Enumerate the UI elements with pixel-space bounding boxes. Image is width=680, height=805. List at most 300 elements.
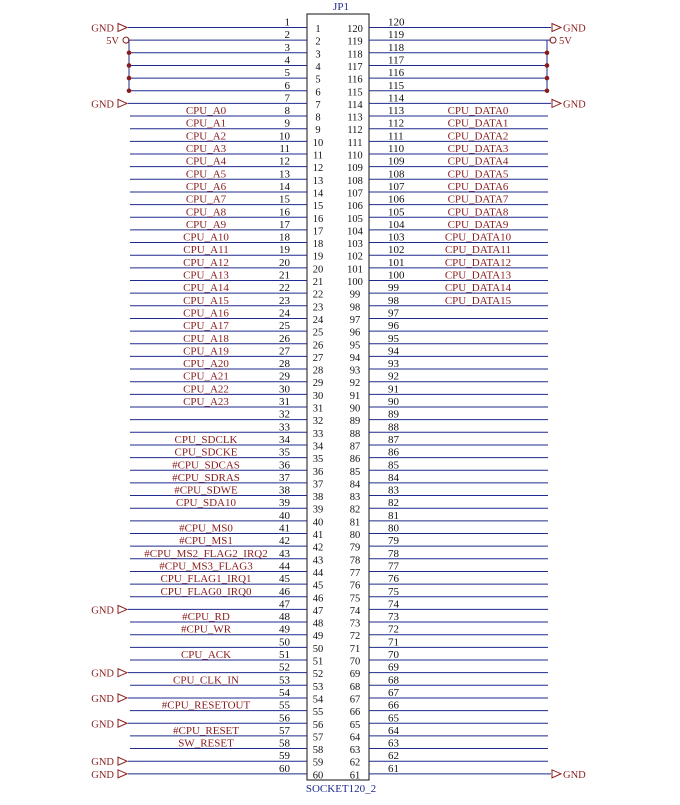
left-net-label: CPU_A6 bbox=[185, 180, 227, 193]
inner-right-number: 72 bbox=[349, 631, 361, 643]
inner-right-number: 108 bbox=[347, 175, 363, 187]
right-pin-number: 99 bbox=[388, 282, 399, 295]
right-net-label: CPU_DATA9 bbox=[447, 218, 509, 231]
junction-dot bbox=[127, 76, 132, 81]
inner-right-number: 88 bbox=[349, 428, 361, 440]
left-pin-number: 60 bbox=[279, 762, 290, 775]
left-net-label: CPU_A14 bbox=[183, 282, 229, 295]
inner-left-number: 3 bbox=[315, 49, 321, 61]
left-pin-number: 59 bbox=[279, 750, 290, 763]
inner-left-number: 48 bbox=[312, 618, 324, 630]
left-net-label: CPU_A20 bbox=[183, 358, 229, 371]
gnd-label: GND bbox=[563, 769, 586, 781]
left-pin-number: 12 bbox=[279, 155, 290, 168]
inner-right-number: 119 bbox=[347, 36, 363, 48]
left-net-label: #CPU_WR bbox=[180, 623, 232, 636]
right-net-label: CPU_DATA7 bbox=[447, 193, 509, 206]
left-net-label: CPU_A12 bbox=[183, 256, 229, 269]
right-net-label: CPU_DATA12 bbox=[444, 256, 512, 269]
right-pin-number: 62 bbox=[388, 750, 399, 763]
inner-left-number: 45 bbox=[312, 580, 324, 592]
inner-left-number: 59 bbox=[312, 757, 324, 769]
gnd-icon bbox=[118, 770, 127, 778]
inner-right-number: 83 bbox=[349, 492, 361, 504]
right-net-label: CPU_DATA2 bbox=[447, 130, 509, 143]
inner-right-number: 113 bbox=[347, 112, 363, 124]
right-pin-number: 119 bbox=[388, 29, 405, 42]
junction-dot bbox=[127, 88, 132, 93]
left-net-label: #CPU_SDCAS bbox=[172, 459, 240, 472]
inner-right-number: 110 bbox=[347, 150, 363, 162]
left-pin-number: 4 bbox=[284, 54, 290, 67]
inner-right-number: 65 bbox=[349, 719, 361, 731]
left-pin-number: 25 bbox=[279, 320, 290, 333]
left-pin-number: 36 bbox=[279, 459, 290, 472]
left-pin-number: 24 bbox=[279, 307, 290, 320]
right-pin-number: 85 bbox=[388, 459, 399, 472]
right-pin-number: 63 bbox=[388, 737, 399, 750]
gnd-label: GND bbox=[563, 23, 586, 35]
right-pin-number: 111 bbox=[388, 130, 404, 143]
left-pin-number: 58 bbox=[279, 737, 290, 750]
inner-right-number: 79 bbox=[349, 542, 361, 554]
left-net-label: CPU_A0 bbox=[185, 105, 227, 118]
right-pin-number: 93 bbox=[388, 358, 399, 371]
left-pin-number: 5 bbox=[284, 67, 290, 80]
inner-right-number: 118 bbox=[347, 49, 363, 61]
inner-right-number: 81 bbox=[349, 517, 361, 529]
inner-right-number: 96 bbox=[349, 327, 361, 339]
left-pin-number: 6 bbox=[284, 79, 290, 92]
gnd-label: GND bbox=[91, 757, 114, 769]
left-pin-number: 45 bbox=[279, 573, 290, 586]
left-pin-number: 20 bbox=[279, 256, 290, 269]
left-pin-number: 46 bbox=[279, 585, 290, 598]
left-pin-number: 39 bbox=[279, 497, 290, 510]
inner-right-number: 99 bbox=[349, 289, 361, 301]
inner-right-number: 67 bbox=[349, 694, 361, 706]
gnd-icon bbox=[118, 757, 127, 765]
left-pin-number: 9 bbox=[284, 117, 290, 130]
inner-left-number: 25 bbox=[312, 327, 324, 339]
right-pin-number: 73 bbox=[388, 611, 399, 624]
left-net-label: #CPU_MS3_FLAG3 bbox=[159, 560, 253, 573]
gnd-icon bbox=[552, 770, 561, 778]
inner-left-number: 8 bbox=[315, 112, 321, 124]
inner-left-number: 30 bbox=[312, 390, 324, 402]
left-net-label: #CPU_SDRAS bbox=[172, 471, 240, 484]
junction-dot bbox=[545, 63, 550, 68]
right-pin-number: 116 bbox=[388, 67, 405, 80]
right-net-label: CPU_DATA4 bbox=[447, 155, 509, 168]
left-pin-number: 57 bbox=[279, 724, 290, 737]
right-pin-number: 78 bbox=[388, 547, 399, 560]
left-pin-number: 51 bbox=[279, 649, 290, 661]
right-pin-number: 91 bbox=[388, 383, 399, 396]
left-net-label: CPU_A19 bbox=[183, 345, 229, 358]
inner-right-number: 78 bbox=[349, 555, 361, 567]
left-net-label: CPU_FLAG0_IRQ0 bbox=[160, 585, 252, 598]
gnd-label: GND bbox=[91, 99, 114, 111]
left-pin-number: 1 bbox=[284, 16, 290, 29]
inner-left-number: 19 bbox=[312, 251, 324, 263]
left-net-label: CPU_A5 bbox=[185, 168, 227, 181]
left-pin-number: 8 bbox=[284, 105, 290, 118]
right-pin-number: 79 bbox=[388, 535, 399, 548]
gnd-label: GND bbox=[91, 23, 114, 35]
right-pin-number: 76 bbox=[388, 573, 399, 586]
left-net-label: #CPU_MS2_FLAG2_IRQ2 bbox=[144, 547, 268, 560]
right-pin-number: 95 bbox=[388, 332, 399, 345]
left-net-label: CPU_A21 bbox=[183, 370, 229, 383]
inner-right-number: 91 bbox=[349, 390, 361, 402]
inner-left-number: 17 bbox=[312, 226, 324, 238]
right-pin-number: 120 bbox=[388, 16, 405, 29]
inner-right-number: 109 bbox=[347, 163, 363, 175]
right-pin-number: 66 bbox=[388, 699, 399, 712]
right-pin-number: 107 bbox=[388, 180, 405, 193]
right-net-label: CPU_DATA13 bbox=[444, 269, 512, 282]
left-pin-number: 34 bbox=[279, 433, 290, 446]
right-net-label: CPU_DATA10 bbox=[444, 231, 512, 244]
left-pin-number: 15 bbox=[279, 193, 290, 206]
inner-left-number: 49 bbox=[312, 631, 324, 643]
left-net-label: #CPU_RESETOUT bbox=[161, 699, 251, 712]
inner-left-number: 58 bbox=[312, 745, 324, 757]
left-pin-number: 48 bbox=[279, 611, 290, 624]
left-net-label: CPU_A13 bbox=[183, 269, 229, 282]
left-pin-number: 35 bbox=[279, 446, 290, 459]
left-net-label: CPU_A4 bbox=[185, 155, 227, 168]
left-net-label: CPU_A9 bbox=[185, 218, 227, 231]
right-pin-number: 108 bbox=[388, 168, 405, 181]
gnd-label: GND bbox=[91, 693, 114, 705]
inner-right-number: 69 bbox=[349, 669, 361, 681]
inner-left-number: 10 bbox=[312, 137, 324, 149]
inner-right-number: 89 bbox=[349, 416, 361, 428]
inner-right-number: 61 bbox=[349, 770, 361, 782]
right-pin-number: 89 bbox=[388, 408, 399, 421]
inner-left-number: 43 bbox=[312, 555, 324, 567]
inner-left-number: 60 bbox=[312, 770, 324, 782]
inner-right-number: 74 bbox=[349, 605, 361, 617]
right-pin-number: 113 bbox=[388, 105, 405, 118]
left-pin-number: 18 bbox=[279, 231, 290, 244]
left-net-label: CPU_A1 bbox=[185, 117, 227, 130]
left-pin-number: 29 bbox=[279, 370, 290, 383]
left-net-label: CPU_A10 bbox=[183, 231, 229, 244]
right-pin-number: 64 bbox=[388, 724, 399, 737]
right-pin-number: 82 bbox=[388, 497, 399, 510]
inner-left-number: 53 bbox=[312, 681, 324, 693]
inner-left-number: 22 bbox=[312, 289, 324, 301]
right-pin-number: 103 bbox=[388, 231, 405, 244]
right-pin-number: 102 bbox=[388, 244, 405, 257]
inner-right-number: 115 bbox=[347, 87, 363, 99]
gnd-icon bbox=[118, 99, 127, 107]
inner-right-number: 90 bbox=[349, 403, 361, 415]
inner-left-number: 34 bbox=[312, 441, 324, 453]
inner-left-number: 57 bbox=[312, 732, 324, 744]
left-pin-number: 10 bbox=[279, 130, 290, 143]
left-pin-number: 17 bbox=[279, 218, 290, 231]
left-net-label: CPU_SDCLK bbox=[174, 433, 238, 446]
left-net-label: CPU_A16 bbox=[183, 307, 229, 320]
inner-left-number: 26 bbox=[312, 340, 324, 352]
inner-left-number: 1 bbox=[315, 24, 321, 35]
inner-left-number: 23 bbox=[312, 302, 324, 314]
left-pin-number: 3 bbox=[284, 41, 290, 54]
designator-label: JP1 bbox=[333, 1, 349, 13]
inner-right-number: 101 bbox=[347, 264, 363, 276]
left-pin-number: 32 bbox=[279, 408, 290, 421]
right-net-label: CPU_DATA1 bbox=[447, 117, 509, 130]
left-net-label: #CPU_MS1 bbox=[179, 535, 233, 548]
inner-left-number: 39 bbox=[312, 504, 324, 516]
left-pin-number: 31 bbox=[279, 396, 290, 408]
left-pin-number: 19 bbox=[279, 244, 290, 257]
right-pin-number: 104 bbox=[388, 218, 405, 231]
left-pin-number: 23 bbox=[279, 294, 290, 307]
inner-left-number: 42 bbox=[312, 542, 324, 554]
inner-left-number: 44 bbox=[312, 567, 324, 579]
right-pin-number: 101 bbox=[388, 256, 405, 269]
right-pin-number: 61 bbox=[388, 762, 399, 775]
left-pin-number: 28 bbox=[279, 358, 290, 371]
right-pin-number: 117 bbox=[388, 54, 405, 67]
right-pin-number: 106 bbox=[388, 193, 405, 206]
right-pin-number: 118 bbox=[388, 41, 405, 54]
inner-left-number: 31 bbox=[312, 403, 324, 415]
inner-right-number: 70 bbox=[349, 656, 361, 668]
left-pin-number: 30 bbox=[279, 383, 290, 396]
left-net-label: CPU_CLK_IN bbox=[172, 674, 240, 687]
right-pin-number: 67 bbox=[388, 686, 399, 699]
left-net-label: CPU_A2 bbox=[185, 130, 227, 143]
right-net-label: CPU_DATA5 bbox=[447, 168, 509, 181]
right-pin-number: 86 bbox=[388, 446, 399, 459]
inner-right-number: 84 bbox=[349, 479, 361, 491]
left-pin-number: 43 bbox=[279, 547, 290, 560]
inner-left-number: 32 bbox=[312, 416, 324, 428]
inner-left-number: 20 bbox=[312, 264, 324, 276]
inner-right-number: 76 bbox=[349, 580, 361, 592]
right-pin-number: 74 bbox=[388, 598, 399, 611]
right-pin-number: 65 bbox=[388, 712, 399, 725]
gnd-icon bbox=[118, 719, 127, 727]
inner-left-number: 15 bbox=[312, 201, 324, 213]
left-pin-number: 7 bbox=[284, 92, 290, 105]
left-net-label: #CPU_MS0 bbox=[179, 522, 233, 535]
inner-right-number: 63 bbox=[349, 745, 361, 757]
left-pin-number: 50 bbox=[279, 636, 290, 649]
junction-dot bbox=[127, 51, 132, 56]
left-pin-number: 55 bbox=[279, 699, 290, 712]
vcc-label: 5V bbox=[559, 36, 572, 48]
left-net-label: #CPU_RD bbox=[182, 611, 230, 624]
left-pin-number: 2 bbox=[284, 29, 290, 42]
inner-right-number: 68 bbox=[349, 681, 361, 693]
inner-right-number: 114 bbox=[347, 99, 363, 111]
left-net-label: CPU_A8 bbox=[185, 206, 227, 219]
left-net-label: CPU_A7 bbox=[185, 193, 227, 206]
inner-right-number: 98 bbox=[349, 302, 361, 314]
part-value-label: SOCKET120_2 bbox=[305, 783, 377, 795]
left-net-label: CPU_A18 bbox=[183, 332, 229, 345]
inner-right-number: 71 bbox=[349, 643, 361, 655]
left-net-label: CPU_A23 bbox=[183, 396, 229, 408]
left-net-label: CPU_ACK bbox=[180, 649, 232, 661]
inner-left-number: 21 bbox=[312, 277, 324, 288]
inner-left-number: 40 bbox=[312, 517, 324, 529]
inner-right-number: 66 bbox=[349, 707, 361, 719]
right-net-label: CPU_DATA14 bbox=[444, 282, 512, 295]
right-net-label: CPU_DATA11 bbox=[445, 244, 511, 257]
inner-right-number: 75 bbox=[349, 593, 361, 605]
left-pin-number: 11 bbox=[279, 143, 290, 155]
right-pin-number: 72 bbox=[388, 623, 399, 636]
inner-right-number: 104 bbox=[347, 226, 363, 238]
inner-left-number: 46 bbox=[312, 593, 324, 605]
gnd-label: GND bbox=[91, 719, 114, 731]
inner-right-number: 112 bbox=[347, 125, 363, 137]
inner-left-number: 12 bbox=[312, 163, 324, 175]
inner-right-number: 106 bbox=[347, 201, 363, 213]
inner-left-number: 14 bbox=[312, 188, 324, 200]
right-pin-number: 90 bbox=[388, 396, 399, 408]
gnd-icon bbox=[118, 694, 127, 702]
right-pin-number: 84 bbox=[388, 471, 399, 484]
left-pin-number: 42 bbox=[279, 535, 290, 548]
right-pin-number: 80 bbox=[388, 522, 399, 535]
gnd-icon bbox=[552, 24, 561, 32]
left-net-label: CPU_SDA10 bbox=[176, 497, 236, 510]
right-pin-number: 71 bbox=[388, 636, 399, 649]
inner-left-number: 24 bbox=[312, 314, 324, 326]
inner-right-number: 117 bbox=[347, 61, 363, 73]
inner-left-number: 16 bbox=[312, 213, 324, 225]
right-pin-number: 69 bbox=[388, 661, 399, 674]
inner-left-number: 27 bbox=[312, 352, 324, 364]
inner-right-number: 93 bbox=[349, 365, 361, 377]
left-pin-number: 41 bbox=[279, 522, 290, 535]
inner-right-number: 105 bbox=[347, 213, 363, 225]
right-pin-number: 75 bbox=[388, 585, 399, 598]
left-pin-number: 37 bbox=[279, 471, 290, 484]
left-pin-number: 27 bbox=[279, 345, 290, 358]
inner-left-number: 29 bbox=[312, 378, 324, 390]
left-pin-number: 38 bbox=[279, 484, 290, 497]
right-pin-number: 81 bbox=[388, 509, 399, 522]
left-pin-number: 21 bbox=[279, 269, 290, 282]
left-net-label: #CPU_RESET bbox=[172, 724, 240, 737]
right-pin-number: 114 bbox=[388, 92, 405, 105]
left-pin-number: 44 bbox=[279, 560, 290, 573]
inner-left-number: 2 bbox=[315, 36, 321, 48]
inner-left-number: 56 bbox=[312, 719, 324, 731]
inner-right-number: 86 bbox=[349, 454, 361, 466]
left-net-label: CPU_A17 bbox=[183, 320, 229, 333]
junction-dot bbox=[545, 88, 550, 93]
right-pin-number: 115 bbox=[388, 79, 405, 92]
left-pin-number: 33 bbox=[279, 421, 290, 434]
inner-left-number: 4 bbox=[315, 61, 321, 73]
gnd-icon bbox=[118, 669, 127, 677]
left-net-label: CPU_FLAG1_IRQ1 bbox=[160, 573, 252, 586]
right-pin-number: 87 bbox=[388, 433, 399, 446]
left-pin-number: 22 bbox=[279, 282, 290, 295]
gnd-label: GND bbox=[91, 668, 114, 680]
right-pin-number: 83 bbox=[388, 484, 399, 497]
inner-right-number: 94 bbox=[349, 352, 361, 364]
inner-right-number: 92 bbox=[349, 378, 361, 390]
inner-left-number: 18 bbox=[312, 239, 324, 251]
inner-left-number: 52 bbox=[312, 669, 324, 681]
gnd-icon bbox=[118, 605, 127, 613]
inner-left-number: 54 bbox=[312, 694, 324, 706]
left-pin-number: 53 bbox=[279, 674, 290, 687]
left-pin-number: 49 bbox=[279, 623, 290, 636]
inner-left-number: 13 bbox=[312, 175, 324, 187]
gnd-label: GND bbox=[91, 769, 114, 781]
inner-left-number: 9 bbox=[315, 125, 321, 137]
right-pin-number: 92 bbox=[388, 370, 399, 383]
right-pin-number: 98 bbox=[388, 294, 399, 307]
inner-left-number: 38 bbox=[312, 492, 324, 504]
right-pin-number: 100 bbox=[388, 269, 405, 282]
left-pin-number: 13 bbox=[279, 168, 290, 181]
inner-right-number: 64 bbox=[349, 732, 361, 744]
right-net-label: CPU_DATA8 bbox=[447, 206, 509, 219]
inner-left-number: 5 bbox=[315, 74, 321, 86]
inner-left-number: 41 bbox=[312, 530, 324, 541]
left-pin-number: 14 bbox=[279, 180, 290, 193]
gnd-icon bbox=[118, 24, 127, 32]
inner-right-number: 116 bbox=[347, 74, 363, 86]
right-pin-number: 105 bbox=[388, 206, 405, 219]
inner-right-number: 73 bbox=[349, 618, 361, 630]
right-pin-number: 68 bbox=[388, 674, 399, 687]
left-net-label: CPU_A15 bbox=[183, 294, 229, 307]
left-net-label: #CPU_SDWE bbox=[174, 484, 238, 497]
junction-dot bbox=[127, 63, 132, 68]
left-net-label: CPU_A11 bbox=[183, 244, 229, 257]
inner-right-number: 62 bbox=[349, 757, 361, 769]
inner-right-number: 77 bbox=[349, 567, 361, 579]
inner-right-number: 85 bbox=[349, 466, 361, 478]
inner-left-number: 35 bbox=[312, 454, 324, 466]
right-pin-number: 70 bbox=[388, 649, 399, 661]
inner-left-number: 51 bbox=[312, 656, 324, 668]
inner-right-number: 102 bbox=[347, 251, 363, 263]
inner-left-number: 55 bbox=[312, 707, 324, 719]
right-pin-number: 96 bbox=[388, 320, 399, 333]
left-pin-number: 16 bbox=[279, 206, 290, 219]
inner-right-number: 95 bbox=[349, 340, 361, 352]
inner-right-number: 100 bbox=[347, 277, 363, 288]
inner-right-number: 111 bbox=[347, 137, 363, 149]
inner-right-number: 80 bbox=[349, 530, 361, 541]
right-pin-number: 88 bbox=[388, 421, 399, 434]
left-net-label: SW_RESET bbox=[178, 737, 234, 750]
inner-left-number: 47 bbox=[312, 605, 324, 617]
junction-dot bbox=[545, 51, 550, 56]
left-net-label: CPU_SDCKE bbox=[174, 446, 238, 459]
right-net-label: CPU_DATA6 bbox=[447, 180, 509, 193]
inner-left-number: 50 bbox=[312, 643, 324, 655]
inner-left-number: 11 bbox=[312, 150, 324, 162]
inner-right-number: 82 bbox=[349, 504, 361, 516]
